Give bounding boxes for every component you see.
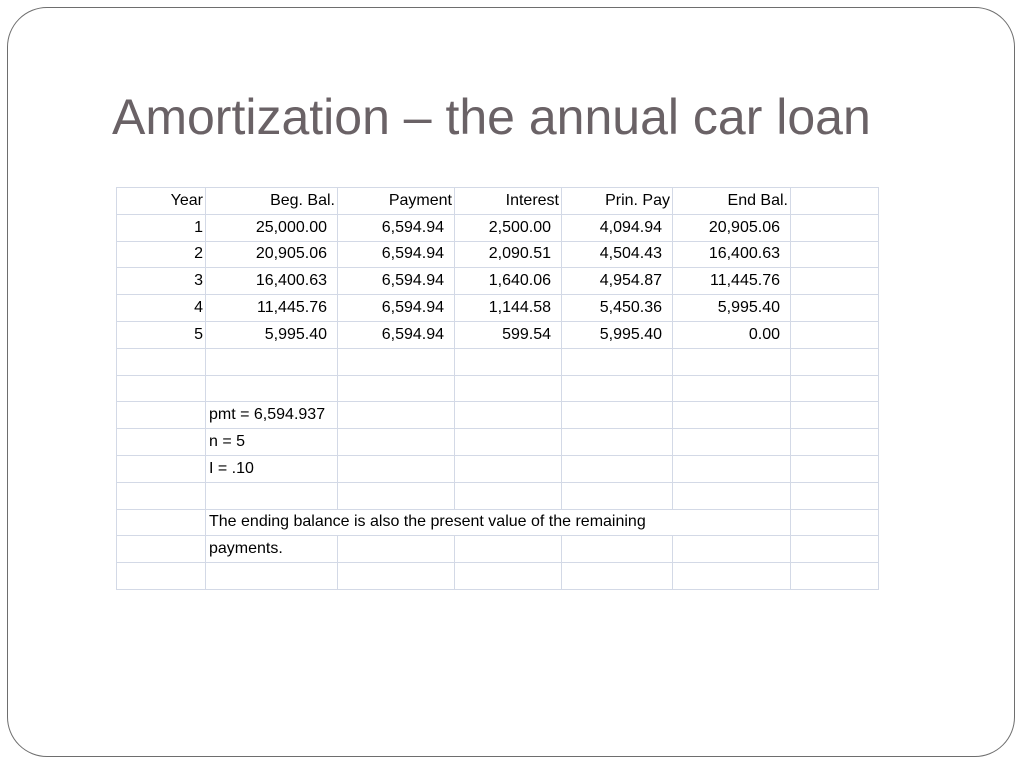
- empty-cell: [791, 402, 879, 429]
- header-year: Year: [117, 188, 206, 215]
- interest-cell: 2,500.00: [455, 214, 562, 241]
- empty-cell: [455, 348, 562, 375]
- empty-cell: [562, 482, 673, 509]
- beg-bal-cell: 5,995.40: [206, 321, 338, 348]
- empty-cell: [673, 455, 791, 482]
- empty-row: [117, 482, 879, 509]
- empty-cell: [673, 348, 791, 375]
- end-bal-cell: 16,400.63: [673, 241, 791, 268]
- empty-cell: [117, 402, 206, 429]
- end-bal-cell: 5,995.40: [673, 295, 791, 322]
- empty-cell: [117, 375, 206, 402]
- pmt-note: [206, 402, 338, 429]
- empty-cell: [562, 402, 673, 429]
- end-bal-cell: 20,905.06: [673, 214, 791, 241]
- empty-cell: [338, 348, 455, 375]
- empty-cell: [338, 402, 455, 429]
- empty-cell: [791, 455, 879, 482]
- empty-cell: [791, 509, 879, 536]
- header-interest: Interest: [455, 188, 562, 215]
- header-beg-bal: Beg. Bal.: [206, 188, 338, 215]
- ending-balance-note: [206, 509, 791, 536]
- interest-cell: 2,090.51: [455, 241, 562, 268]
- empty-cell: [455, 536, 562, 563]
- ending-balance-note-text: The ending balance is also the present value of the remaining: [209, 513, 646, 531]
- empty-cell: [338, 563, 455, 590]
- header-row: [117, 188, 879, 215]
- empty-cell: [117, 563, 206, 590]
- prin-pay-cell: 4,504.43: [562, 241, 673, 268]
- empty-cell: [562, 563, 673, 590]
- interest-cell: 599.54: [455, 321, 562, 348]
- n-note: n = 5: [206, 429, 338, 456]
- pmt-note-text: pmt = 6,594.937: [209, 406, 326, 424]
- interest-cell: 1,144.58: [455, 295, 562, 322]
- empty-cell: [673, 482, 791, 509]
- i-note: I = .10: [206, 455, 338, 482]
- empty-cell: [338, 482, 455, 509]
- empty-cell: [791, 375, 879, 402]
- empty-cell: [562, 375, 673, 402]
- empty-cell: [791, 214, 879, 241]
- empty-cell: [791, 429, 879, 456]
- empty-cell: [455, 402, 562, 429]
- empty-cell: [338, 429, 455, 456]
- empty-cell: [791, 188, 879, 215]
- table-row: [117, 268, 879, 295]
- empty-cell: [117, 536, 206, 563]
- empty-cell: [206, 563, 338, 590]
- year-cell: 3: [117, 268, 206, 295]
- empty-cell: [206, 482, 338, 509]
- empty-cell: [117, 509, 206, 536]
- note-row: [117, 509, 879, 536]
- payment-cell: 6,594.94: [338, 268, 455, 295]
- amortization-table: [116, 187, 879, 590]
- empty-cell: [455, 563, 562, 590]
- empty-cell: [791, 536, 879, 563]
- empty-cell: [791, 295, 879, 322]
- year-cell: 1: [117, 214, 206, 241]
- payment-cell: 6,594.94: [338, 214, 455, 241]
- empty-cell: [791, 321, 879, 348]
- empty-row: [117, 375, 879, 402]
- empty-cell: [673, 536, 791, 563]
- empty-cell: [117, 429, 206, 456]
- empty-cell: [673, 402, 791, 429]
- empty-cell: [117, 455, 206, 482]
- empty-cell: [206, 348, 338, 375]
- prin-pay-cell: 5,995.40: [562, 321, 673, 348]
- ending-balance-note-continued: payments.: [206, 536, 338, 563]
- beg-bal-cell: 16,400.63: [206, 268, 338, 295]
- note-row: [117, 402, 879, 429]
- empty-cell: [117, 482, 206, 509]
- slide-title: Amortization – the annual car loan: [112, 89, 871, 145]
- end-bal-cell: 0.00: [673, 321, 791, 348]
- prin-pay-cell: 4,094.94: [562, 214, 673, 241]
- empty-cell: [562, 348, 673, 375]
- empty-cell: [673, 375, 791, 402]
- empty-cell: [455, 375, 562, 402]
- empty-cell: [338, 375, 455, 402]
- note-row: [117, 455, 879, 482]
- beg-bal-cell: 20,905.06: [206, 241, 338, 268]
- year-cell: 4: [117, 295, 206, 322]
- payment-cell: 6,594.94: [338, 241, 455, 268]
- year-cell: 2: [117, 241, 206, 268]
- note-row: [117, 429, 879, 456]
- interest-cell: 1,640.06: [455, 268, 562, 295]
- table-row: [117, 214, 879, 241]
- header-prin-pay: Prin. Pay: [562, 188, 673, 215]
- empty-row: [117, 348, 879, 375]
- empty-cell: [338, 455, 455, 482]
- table-row: [117, 295, 879, 322]
- prin-pay-cell: 4,954.87: [562, 268, 673, 295]
- payment-cell: 6,594.94: [338, 321, 455, 348]
- empty-cell: [562, 429, 673, 456]
- year-cell: 5: [117, 321, 206, 348]
- empty-cell: [206, 375, 338, 402]
- empty-cell: [791, 482, 879, 509]
- table-row: [117, 321, 879, 348]
- header-payment: Payment: [338, 188, 455, 215]
- empty-cell: [791, 268, 879, 295]
- empty-cell: [455, 455, 562, 482]
- empty-cell: [117, 348, 206, 375]
- beg-bal-cell: 11,445.76: [206, 295, 338, 322]
- header-end-bal: End Bal.: [673, 188, 791, 215]
- empty-cell: [562, 536, 673, 563]
- empty-cell: [791, 563, 879, 590]
- table-row: [117, 241, 879, 268]
- empty-cell: [562, 455, 673, 482]
- empty-cell: [673, 429, 791, 456]
- empty-row: [117, 563, 879, 590]
- empty-cell: [455, 429, 562, 456]
- empty-cell: [673, 563, 791, 590]
- empty-cell: [791, 348, 879, 375]
- beg-bal-cell: 25,000.00: [206, 214, 338, 241]
- prin-pay-cell: 5,450.36: [562, 295, 673, 322]
- empty-cell: [455, 482, 562, 509]
- end-bal-cell: 11,445.76: [673, 268, 791, 295]
- empty-cell: [338, 536, 455, 563]
- payment-cell: 6,594.94: [338, 295, 455, 322]
- empty-cell: [791, 241, 879, 268]
- note-row: [117, 536, 879, 563]
